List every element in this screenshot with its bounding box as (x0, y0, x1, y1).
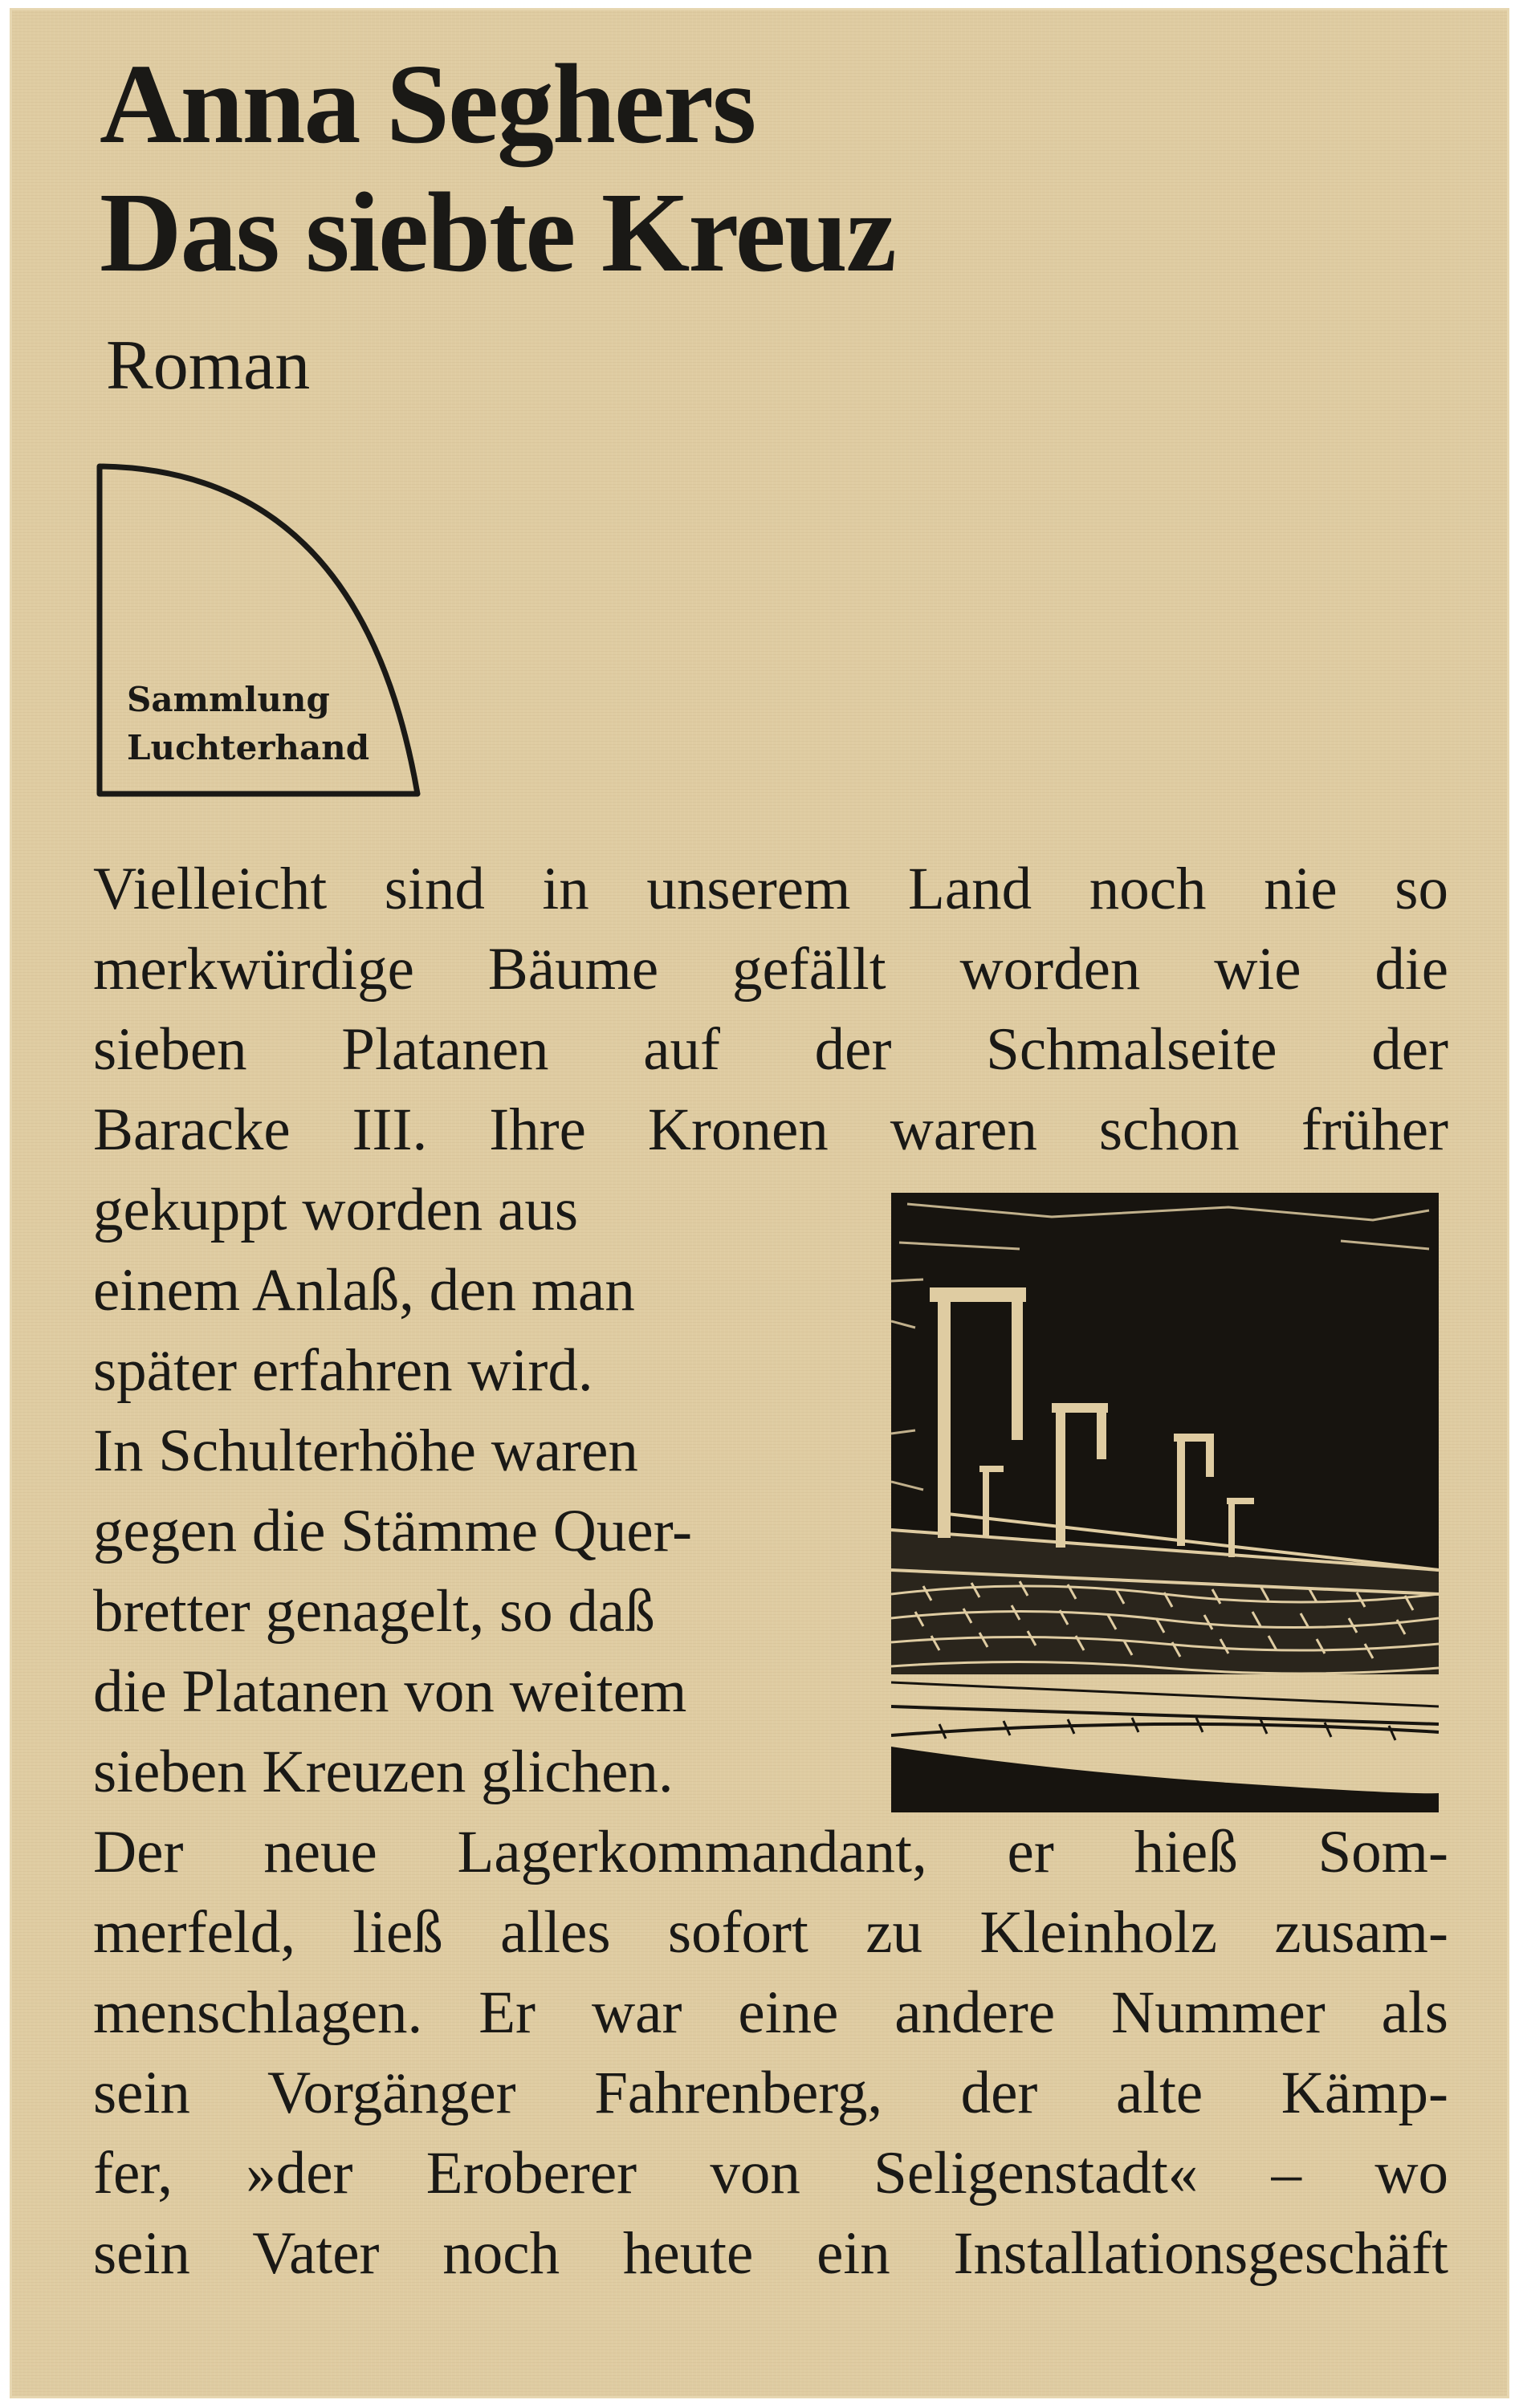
excerpt-line: fer, »der Eroberer von Seligenstadt« – wo (93, 2140, 1448, 2207)
excerpt-line: gegen die Stämme Quer- (93, 1498, 693, 1564)
excerpt-line: merkwürdige Bäume gefällt worden wie die (93, 936, 1448, 1003)
excerpt-line: sein Vater noch heute ein Installationsgeschäft (93, 2220, 1448, 2287)
excerpt-line: Baracke III. Ihre Kronen waren schon früher (93, 1096, 1448, 1163)
excerpt-line: später erfahren wird. (93, 1337, 593, 1404)
excerpt-line: gekuppt worden aus (93, 1177, 579, 1243)
series-logo-line2: Luchterhand (127, 728, 370, 767)
series-logo-line1: Sammlung (127, 680, 330, 719)
book-title: Das siebte Kreuz (100, 169, 895, 295)
excerpt-line: bretter genagelt, so daß (93, 1578, 655, 1645)
excerpt-line: sieben Platanen auf der Schmalseite der (93, 1016, 1448, 1083)
excerpt-line: Vielleicht sind in unserem Land noch nie so (93, 856, 1448, 922)
series-logo (96, 463, 426, 797)
excerpt-line: einem Anlaß, den man (93, 1257, 635, 1324)
book-cover (10, 8, 1509, 2398)
excerpt-line: sein Vorgänger Fahrenberg, der alte Kämp- (93, 2060, 1448, 2126)
woodcut-illustration-icon (891, 1193, 1439, 1812)
excerpt-line: Der neue Lagerkommandant, er hieß Som- (93, 1819, 1448, 1885)
excerpt-line: die Platanen von weitem (93, 1658, 687, 1725)
series-logo-text (127, 676, 369, 772)
excerpt-line: In Schulterhöhe waren (93, 1418, 638, 1484)
excerpt-line: menschlagen. Er war eine andere Nummer als (93, 1979, 1448, 2046)
author-name: Anna Seghers (100, 40, 755, 167)
genre-label: Roman (106, 327, 311, 405)
excerpt-line: sieben Kreuzen glichen. (93, 1739, 674, 1805)
excerpt-line: merfeld, ließ alles sofort zu Kleinholz zusam- (93, 1899, 1448, 1966)
woodcut-illustration (891, 1193, 1439, 1812)
